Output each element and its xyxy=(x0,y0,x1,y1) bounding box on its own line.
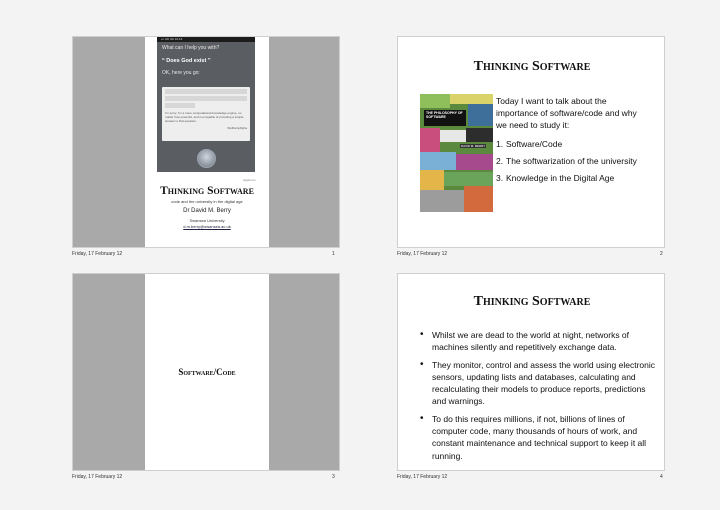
page-number: 4 xyxy=(660,474,663,480)
slide-title: Thinking Software xyxy=(473,59,591,74)
bullet-icon: • xyxy=(420,358,424,370)
slide-title: Thinking Software xyxy=(160,185,254,197)
bullet-icon: • xyxy=(420,412,424,424)
bullet-icon: • xyxy=(420,329,424,340)
microphone-icon xyxy=(197,149,216,168)
left-gray-bar xyxy=(73,37,145,248)
slide-2 xyxy=(397,36,665,248)
wolfram-card xyxy=(162,87,250,141)
siri-answer: OK, here you go: xyxy=(162,70,200,76)
slide-4 xyxy=(397,273,665,471)
slide-subtitle: code and the university in the digital age xyxy=(171,199,243,204)
book-author: DAVID M. BERRY xyxy=(461,144,486,148)
intro-text: Today I want to talk about the importance of software/code and why we need to study it: xyxy=(496,96,637,130)
book-cover-image xyxy=(420,94,493,212)
wolfram-card-footer: Wolfram|Alpha xyxy=(227,126,247,130)
bullet-item: • To do this requires millions, if not, billions of lines of computer code, many thousands of hours of work, and constant maintenance and technical support to keep it all running. xyxy=(420,412,647,461)
author-name: Dr David M. Berry xyxy=(183,208,231,214)
slide-title: Software/Code xyxy=(178,367,236,377)
wolfram-card-text: I'm sorry, I'm a mere computational knowledge engine, no matter how powerful, and not capable of providing a simple answer to that question. xyxy=(165,111,244,123)
page-number: 1 xyxy=(332,251,335,257)
left-gray-bar xyxy=(73,274,145,471)
book-title: THE PHILOSOPHY OF SOFTWARE xyxy=(424,110,466,126)
slide-title: Thinking Software xyxy=(473,294,591,309)
slide-1 xyxy=(72,36,340,248)
list-item: 3. Knowledge in the Digital Age xyxy=(496,173,615,183)
page-number: 3 xyxy=(332,474,335,480)
image-credit: Apple Inc. xyxy=(243,178,257,182)
siri-screenshot xyxy=(157,37,255,172)
bullet-item: • They monitor, control and assess the world using electronic sensors, updating lists and databases, calculating and recalculating their models to produce reports, predictions and warnings. xyxy=(420,358,656,407)
siri-question: What can I help you with? xyxy=(162,45,220,51)
siri-speech-bubble: “ Does God exist ” xyxy=(162,58,211,64)
slide-3 xyxy=(72,273,340,471)
author-email-link[interactable]: d.m.berry@swansea.ac.uk xyxy=(183,224,231,229)
right-gray-bar xyxy=(269,274,340,471)
footer-date: Friday, 17 February 12 xyxy=(72,474,123,480)
author-affiliation: Swansea University xyxy=(189,218,225,223)
list-item: 2. The softwarization of the university xyxy=(496,156,637,166)
right-gray-bar xyxy=(269,37,340,248)
bullet-list xyxy=(420,329,656,467)
footer-date: Friday, 17 February 12 xyxy=(397,474,448,480)
page-number: 2 xyxy=(660,251,663,257)
list-item: 1. Software/Code xyxy=(496,139,563,149)
footer-date: Friday, 17 February 12 xyxy=(72,251,123,257)
footer-date: Friday, 17 February 12 xyxy=(397,251,448,257)
phone-status-bar: ••• UK 3G 10:14 xyxy=(157,37,255,42)
bullet-item: • Whilst we are dead to the world at night, networks of machines silently and repetitively exchange data. xyxy=(420,329,630,353)
numbered-list xyxy=(496,139,646,190)
